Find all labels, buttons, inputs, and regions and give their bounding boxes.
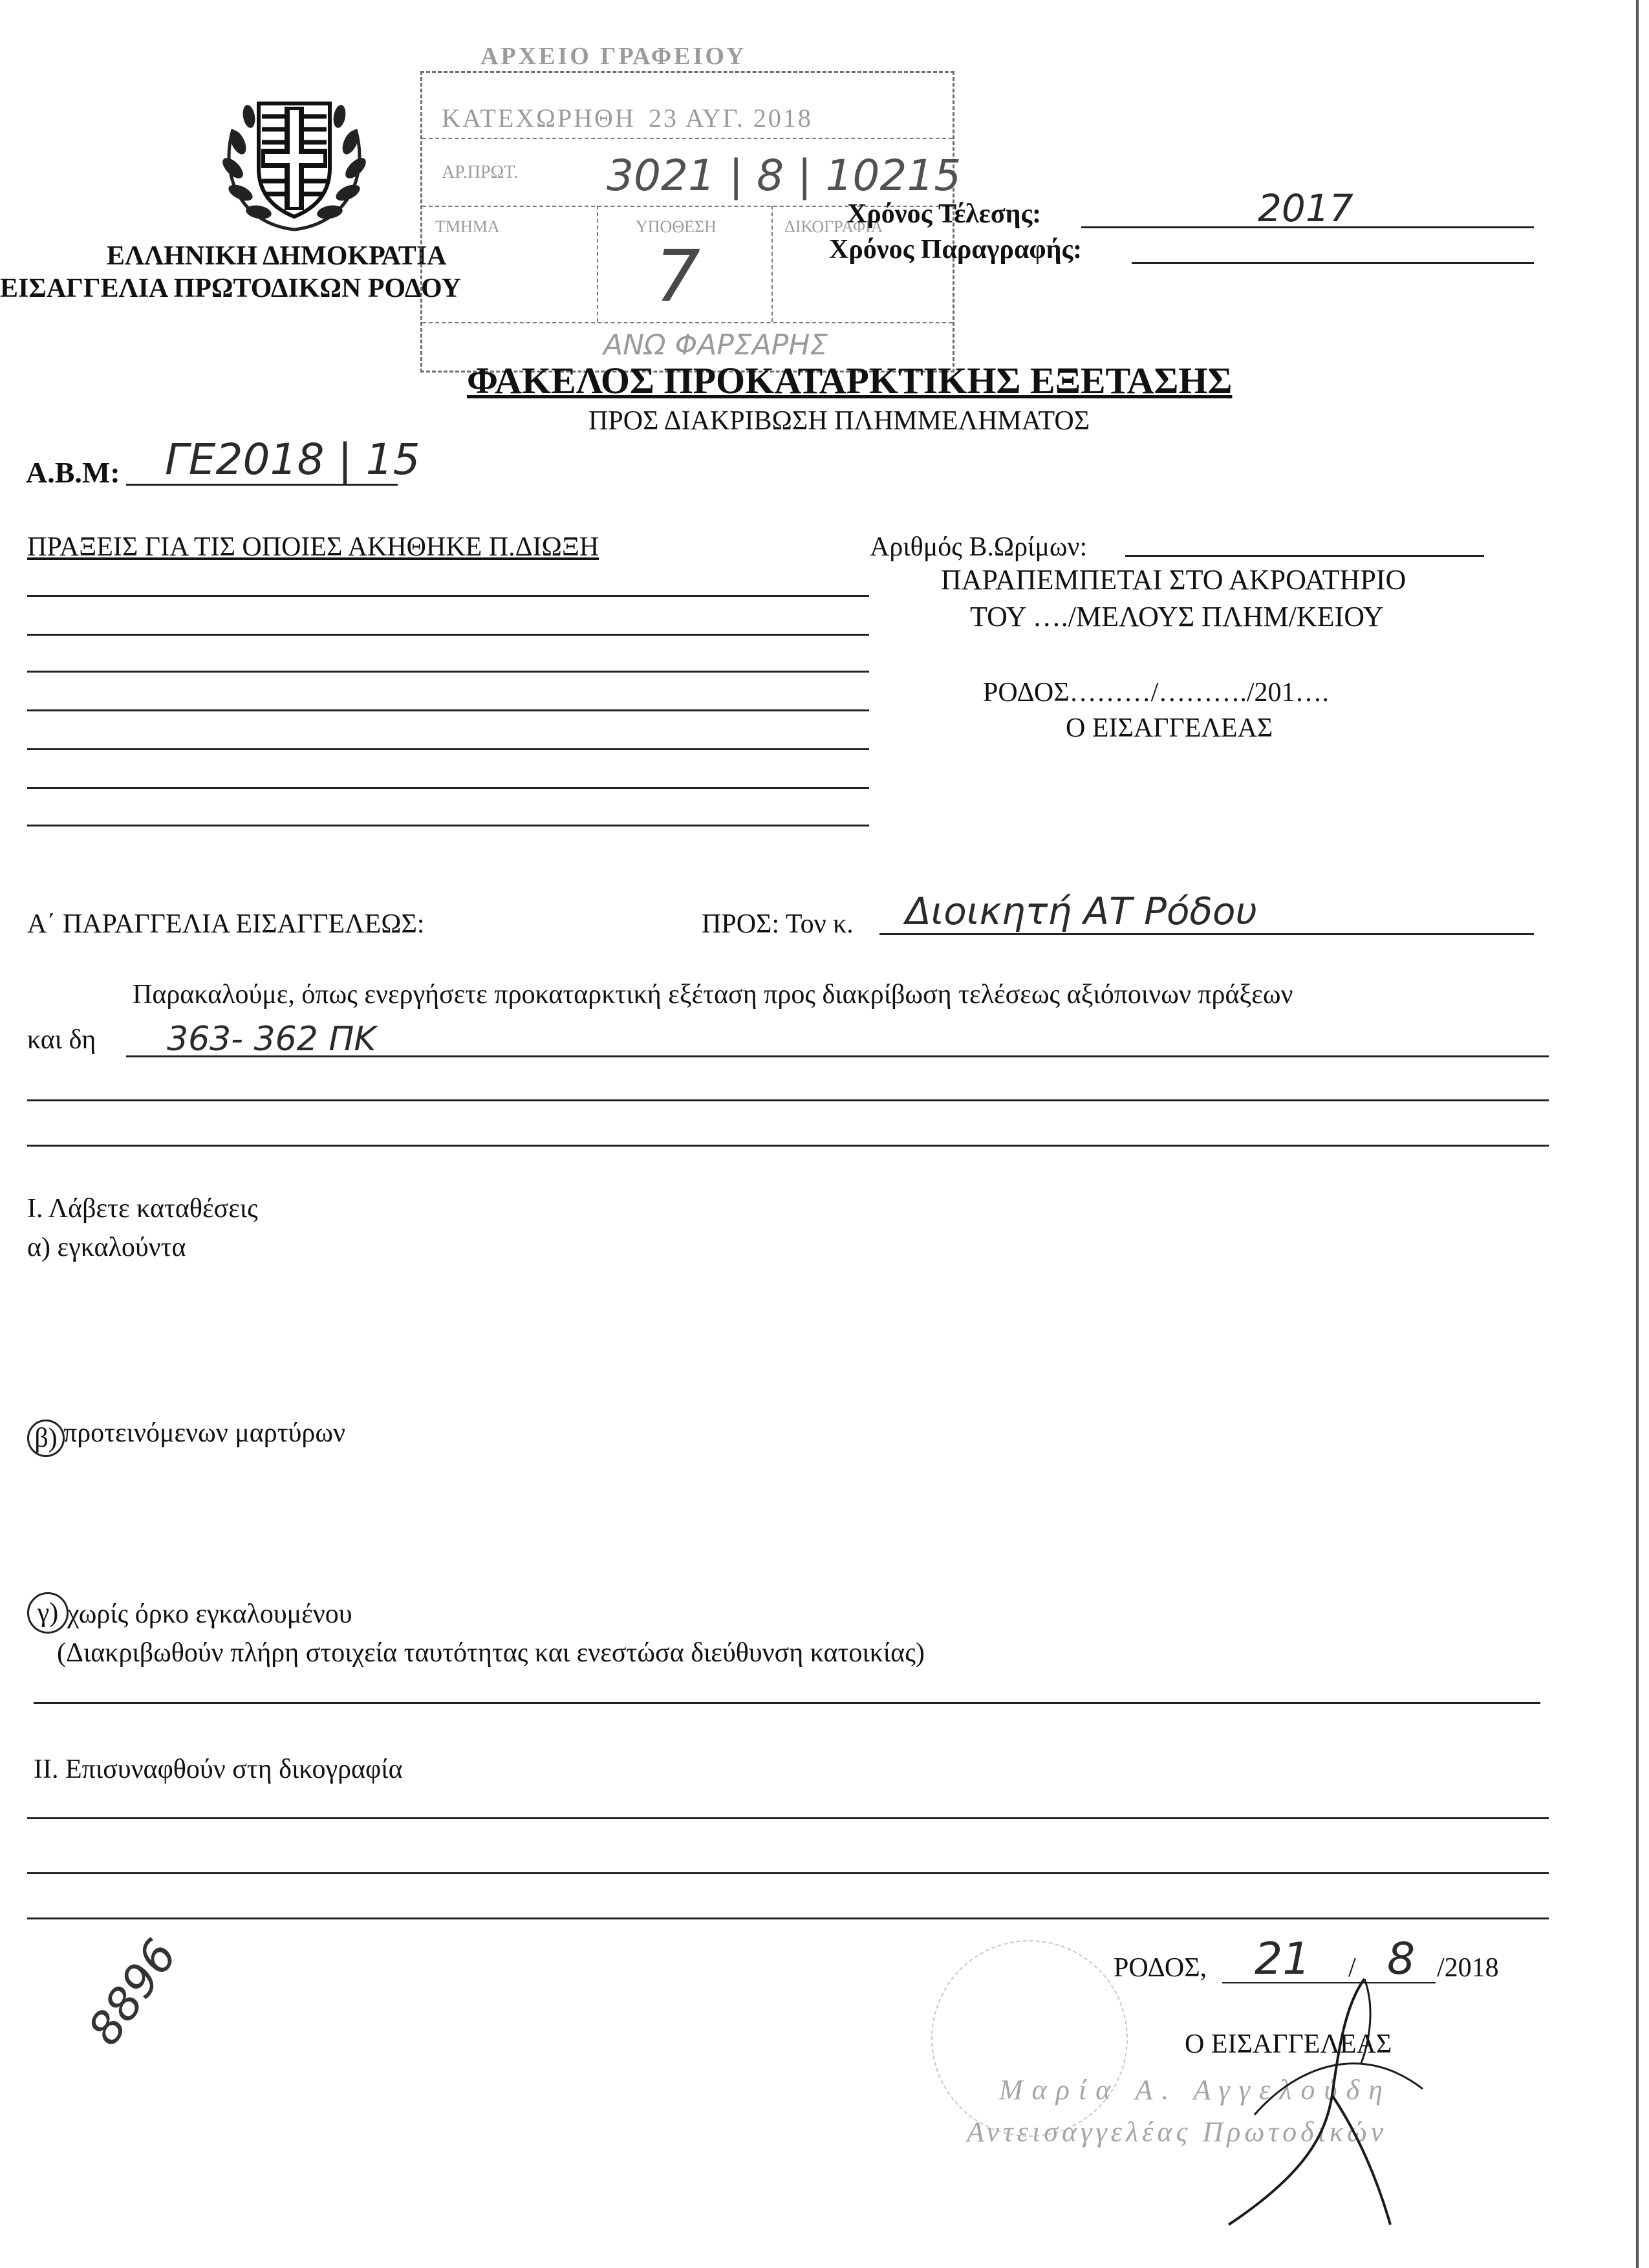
limitation-label: Χρόνος Παραγραφής: <box>829 235 1083 265</box>
document-subtitle: ΠΡΟΣ ΔΙΑΚΡΙΒΩΣΗ ΠΛΗΜΜΕΛΗΜΑΤΟΣ <box>588 406 1090 436</box>
stamp-col2-value: 7 <box>655 235 700 318</box>
page-edge <box>1636 0 1639 2268</box>
footer-day: 21 <box>1255 1934 1311 1985</box>
order-line-3 <box>27 1145 1549 1147</box>
stamp-col3-label: ΔΙΚΟΓΡΑΦΙΑ <box>784 217 883 236</box>
stamp-col1-label: ΤΜΗΜΑ <box>435 217 500 236</box>
section2-heading: ΙΙ. Επισυναφθούν στη δικογραφία <box>34 1755 403 1784</box>
stamp-protocol-value: 3021 | 8 | 10215 <box>607 151 962 200</box>
stamp-protocol-label: ΑΡ.ΠΡΩΤ. <box>442 162 519 182</box>
stamp-col2-label: ΥΠΟΘΕΣΗ <box>636 217 717 236</box>
section2-line-2 <box>27 1872 1549 1874</box>
section1-item-b: προτεινόμενων μαρτύρων <box>63 1418 345 1448</box>
document-title: ΦΑΚΕΛΟΣ ΠΡΟΚΑΤΑΡΚΤΙΚΗΣ ΕΞΕΤΑΣΗΣ <box>467 360 1233 402</box>
acts-heading: ΠΡΑΞΕΙΣ ΓΙΑ ΤΙΣ ΟΠΟΙΕΣ ΑΚΗΘΗΚΕ Π.ΔΙΩΞΗ <box>27 532 599 562</box>
limitation-line <box>1132 262 1534 264</box>
section1-heading: Ι. Λάβετε καταθέσεις <box>27 1194 258 1224</box>
abm-value: ΓΕ2018 | 15 <box>165 435 420 484</box>
section1-line <box>34 1702 1540 1704</box>
acts-line-2 <box>27 634 869 636</box>
footer-place: ΡΟΔΟΣ, <box>1114 1953 1207 1983</box>
order-heading: Α΄ ΠΑΡΑΓΓΕΛΙΑ ΕΙΣΑΓΓΕΛΕΩΣ: <box>27 909 425 939</box>
stamp-entry-label: ΚΑΤΕΧΩΡΗΘΗ <box>442 103 636 133</box>
matured-line <box>1125 555 1484 557</box>
stamp-top-text: ΑΡΧΕΙΟ ΓΡΑΦΕΙΟΥ <box>480 43 747 70</box>
stamp-bottom-text: ΑΝΩ ΦΑΡΣΑΡΗΣ <box>603 329 828 362</box>
footer-stamp-name: Μαρία Α. Αγγελούδη <box>999 2074 1392 2106</box>
footer-signer: Ο ΕΙΣΑΓΓΕΛΕΑΣ <box>1185 2029 1392 2059</box>
referral-signer: Ο ΕΙΣΑΓΓΕΛΕΑΣ <box>1066 713 1273 743</box>
office-heading: ΕΙΣΑΓΓΕΛΙΑ ΠΡΩΤΟΔΙΚΩΝ ΡΟΔΟΥ <box>0 274 461 303</box>
footer-month: 8 <box>1387 1934 1416 1985</box>
acts-line-3 <box>27 671 869 673</box>
acts-line-5 <box>27 748 869 750</box>
abm-label: Α.Β.Μ: <box>26 456 120 489</box>
section1-item-c: χωρίς όρκο εγκαλουμένου <box>67 1599 352 1629</box>
section1-item-a: α) εγκαλούντα <box>27 1233 186 1262</box>
referral-place-date: ΡΟΔΟΣ………/………./201…. <box>983 678 1330 707</box>
official-round-stamp <box>931 1940 1128 2137</box>
order-body: Παρακαλούμε, όπως ενεργήσετε προκαταρκτική εξέταση προς διακρίβωση τελέσεως αξιόποινων πράξεων <box>133 980 1293 1010</box>
order-body2-label: και δη <box>27 1025 96 1055</box>
section2-line-1 <box>27 1817 1549 1819</box>
commission-value: 2017 <box>1258 186 1353 230</box>
stamp-entry-date: 23 ΑΥΓ. 2018 <box>649 103 813 133</box>
acts-line-4 <box>27 709 869 711</box>
section1-item-c-note: (Διακριβωθούν πλήρη στοιχεία ταυτότητας και ενεστώσα διεύθυνση κατοικίας) <box>57 1638 925 1668</box>
order-to-label: ΠΡΟΣ: Τον κ. <box>702 909 854 939</box>
greek-coat-of-arms-icon <box>213 78 375 239</box>
order-to-value: Διοικητή ΑΤ Ρόδου <box>905 889 1258 933</box>
acts-line-7 <box>27 825 869 826</box>
document-page: ΕΛΛΗΝΙΚΗ ΔΗΜΟΚΡΑΤΙΑ ΕΙΣΑΓΓΕΛΙΑ ΠΡΩΤΟΔΙΚΩΝ ΡΟΔΟΥ ΑΡΧΕΙΟ ΓΡΑΦΕΙΟΥ ΚΑΤΕΧΩΡΗΘΗ 23 ΑΥΓ. 2018 ΑΡ.ΠΡΩΤ. 3021 | 8 | 10215 ΤΜΗΜΑ ΥΠΟΘΕΣΗ ΔΙΚΟΓΡΑΦΙΑ 7 ΑΝΩ ΦΑΡΣΑΡΗΣ Χρόνος Τέλεσης: 2017 Χρόνος Παραγραφής: ΦΑΚΕΛΟΣ ΠΡΟΚΑΤΑΡΚΤΙΚΗΣ ΕΞΕΤΑΣΗΣ ΠΡΟΣ ΔΙΑΚΡΙΒΩΣΗ ΠΛΗΜΜΕΛΗΜΑΤΟΣ Α.Β.Μ: ΓΕ2018 | 15 ΠΡΑΞΕΙΣ ΓΙΑ ΤΙΣ ΟΠΟΙΕΣ ΑΚΗΘΗΚΕ Π.ΔΙΩΞΗ Αριθμός Β.Ωρίμων: ΠΑΡΑΠΕΜΠΕΤΑΙ ΣΤΟ ΑΚΡΟΑΤΗΡΙΟ ΤΟΥ …./ΜΕΛΟΥΣ ΠΛΗΜ/ΚΕΙΟΥ ΡΟΔΟΣ………/………./201…. Ο ΕΙΣΑΓΓΕΛΕΑΣ Α΄ ΠΑΡΑΓΓΕΛΙΑ ΕΙΣΑΓΓΕΛΕΩΣ: ΠΡΟΣ: Τον κ. Διοικητή ΑΤ Ρόδου Παρακαλούμε, όπως ενεργήσετε προκαταρκτική εξέταση προς διακρίβωση τελέσεως αξιόποινων πράξεων και δη 363- 362 ΠΚ Ι. Λάβετε καταθέσεις α) εγκαλούντα β) προτεινόμενων μαρτύρων γ) χωρίς όρκο εγκαλουμένου (Διακριβωθούν πλήρη στοιχεία ταυτότητας και ενεστώσα διεύθυνση κατοικίας) ΙΙ. Επισυναφθούν στη δικογραφία ΡΟΔΟΣ, 21 / 8 /2018 Ο ΕΙΣΑΓΓΕΛΕΑΣ Μαρία Α. Αγγελούδη Αντεισαγγελέας Πρωτοδικών 8896 <box>0 0 1649 2268</box>
acts-line-1 <box>27 595 869 597</box>
section1-item-c-mark: γ) <box>27 1592 69 1634</box>
republic-heading: ΕΛΛΗΝΙΚΗ ΔΗΜΟΚΡΑΤΙΑ <box>107 241 447 271</box>
acts-line-6 <box>27 787 869 789</box>
footer-stamp-title: Αντεισαγγελέας Πρωτοδικών <box>967 2116 1388 2148</box>
signature-icon <box>1216 1966 1474 2238</box>
footer-year: /2018 <box>1437 1953 1499 1983</box>
order-line-2 <box>27 1099 1549 1101</box>
commission-label: Χρόνος Τέλεσης: <box>847 199 1042 229</box>
order-to-line <box>879 933 1534 935</box>
coat-of-arms-emblem <box>213 78 375 239</box>
referral-line-2: ΤΟΥ …./ΜΕΛΟΥΣ ΠΛΗΜ/ΚΕΙΟΥ <box>970 601 1384 632</box>
referral-line-1: ΠΑΡΑΠΕΜΠΕΤΑΙ ΣΤΟ ΑΚΡΟΑΤΗΡΙΟ <box>941 564 1406 596</box>
section2-line-3 <box>27 1917 1549 1919</box>
matured-label: Αριθμός Β.Ωρίμων: <box>870 532 1088 562</box>
section1-item-b-mark: β) <box>27 1420 65 1457</box>
order-body2-value: 363- 362 ΠΚ <box>167 1020 376 1059</box>
margin-note: 8896 <box>78 1930 188 2055</box>
